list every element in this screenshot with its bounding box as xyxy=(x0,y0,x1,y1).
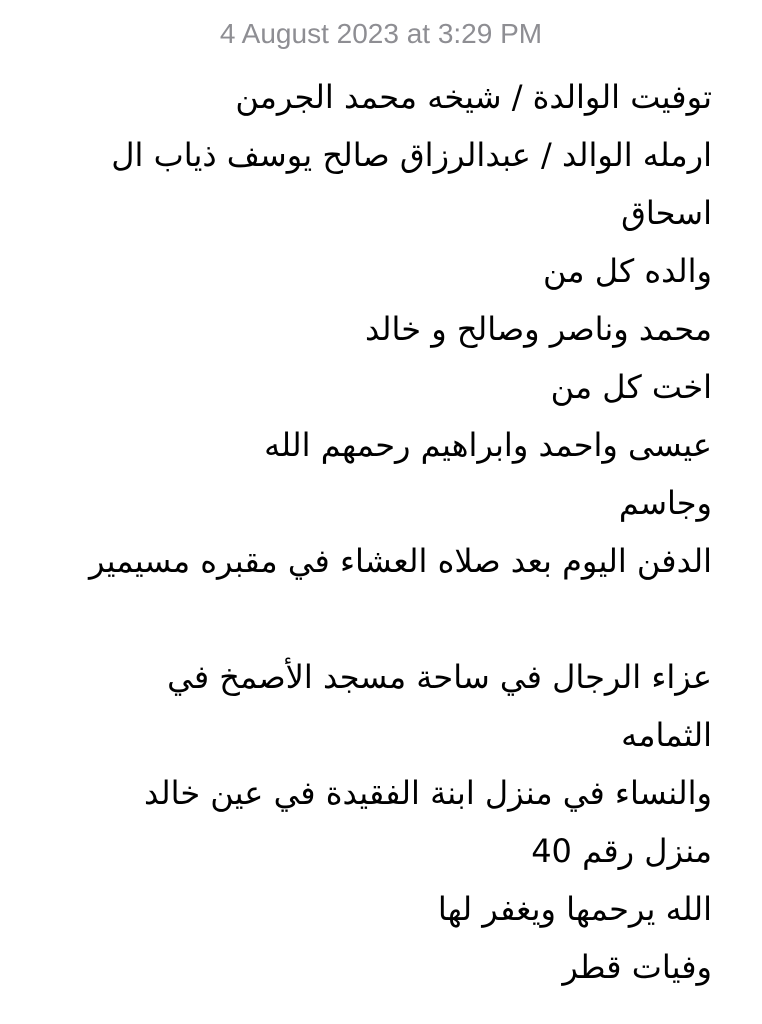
message-line: عيسى واحمد وابراهيم رحمهم الله xyxy=(264,426,712,464)
message-text[interactable] xyxy=(40,68,712,996)
message-line: وفيات قطر xyxy=(562,948,712,986)
message-line: ارمله الوالد / عبدالرزاق صالح يوسف ذياب ال xyxy=(111,136,712,174)
message-blank-line xyxy=(40,590,712,648)
message-line: توفيت الوالدة / شيخه محمد الجرمن xyxy=(235,78,712,116)
message-line: الثمامه xyxy=(621,716,712,754)
message-line: الله يرحمها ويغفر لها xyxy=(437,890,712,928)
message-line: منزل رقم 40 xyxy=(531,832,712,870)
message-line: عزاء الرجال في ساحة مسجد الأصمخ في xyxy=(167,658,712,696)
message-line: اسحاق xyxy=(621,194,712,232)
message-line: محمد وناصر وصالح و خالد xyxy=(364,310,712,348)
message-line: اخت كل من xyxy=(550,368,712,406)
message-line: وجاسم xyxy=(618,484,712,522)
message-line: والده كل من xyxy=(543,252,712,290)
message-line: الدفن اليوم بعد صلاه العشاء في مقبره مسيمير xyxy=(88,542,712,580)
message-line: والنساء في منزل ابنة الفقيدة في عين خالد xyxy=(144,774,712,812)
message-timestamp: 4 August 2023 at 3:29 PM xyxy=(219,18,543,49)
